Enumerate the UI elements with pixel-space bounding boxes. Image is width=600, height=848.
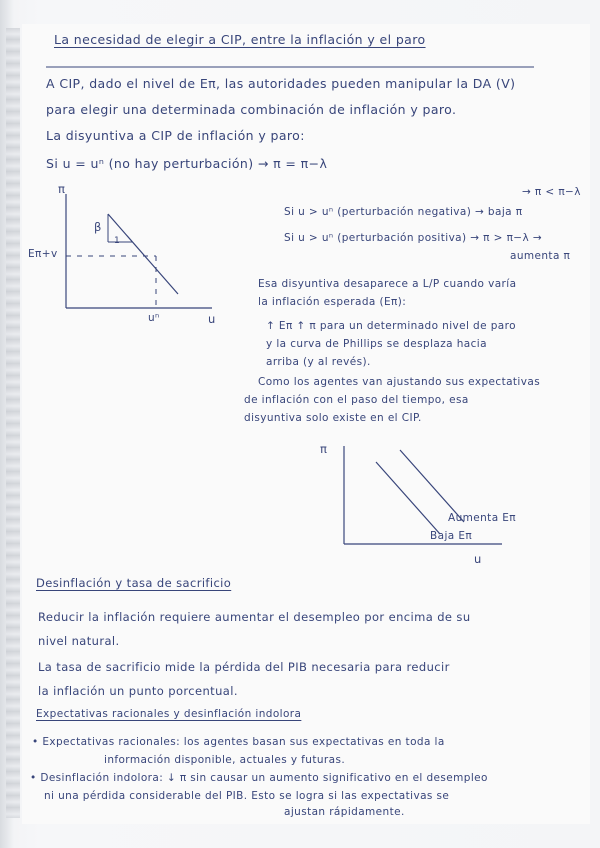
section2-line-1: Reducir la inflación requiere aumentar el desempleo por encima de su [38, 610, 471, 624]
notebook-page [22, 24, 590, 824]
explanation-line-3: ↑ Eπ ↑ π para un determinado nivel de paro [266, 320, 516, 332]
section2-heading: Desinflación y tasa de sacrificio [36, 576, 232, 590]
explanation-line-5: arriba (y al revés). [266, 356, 371, 368]
bullet1-line-1: • Expectativas racionales: los agentes basan sus expectativas en toda la [32, 736, 445, 748]
explanation-line-8: disyuntiva solo existe en el CIP. [244, 412, 422, 424]
graph1-beta: β [94, 220, 102, 234]
page-title: La necesidad de elegir a CIP, entre la inflación y el paro [54, 32, 426, 47]
equation-line: Si u = uⁿ (no hay perturbación) → π = π−λ [46, 156, 328, 171]
explanation-line-4: y la curva de Phillips se desplaza hacia [266, 338, 487, 350]
intro-line-1: A CIP, dado el nivel de Eπ, las autoridades pueden manipular la DA (V) [46, 76, 516, 91]
graph1-y-mark: Eπ+v [28, 248, 58, 260]
case-positive-result: aumenta π [510, 250, 571, 262]
explanation-line-6: Como los agentes van ajustando sus expectativas [258, 376, 541, 388]
case-negative-result: → π < π−λ [522, 186, 581, 198]
explanation-line-2: la inflación esperada (Eπ): [258, 296, 407, 308]
graph2-x-label: u [474, 552, 482, 566]
section2-line-4: la inflación un punto porcentual. [38, 684, 238, 698]
graph2-label-up: Aumenta Eπ [448, 512, 517, 524]
graph2-curve-low [376, 462, 440, 534]
bullet2-line-1: • Desinflación indolora: ↓ π sin causar un aumento significativo en el desempleo [30, 772, 488, 784]
binder-edge [6, 28, 20, 818]
section2-line-3: La tasa de sacrificio mide la pérdida del PIB necesaria para reducir [38, 660, 450, 674]
case-negative: Si u > uⁿ (perturbación negativa) → baja π [284, 206, 523, 218]
bullet2-line-2: ni una pérdida considerable del PIB. Esto se logra si las expectativas se [44, 790, 450, 802]
section2-line-2: nivel natural. [38, 634, 120, 648]
graph1-one: 1 [114, 236, 121, 246]
graph2-label-down: Baja Eπ [430, 530, 473, 542]
intro-line-2: para elegir una determinada combinación de inflación y paro. [46, 102, 457, 117]
graph1-y-label: π [58, 182, 66, 196]
graph1-x-label: u [208, 312, 216, 326]
intro-line-3: La disyuntiva a CIP de inflación y paro: [46, 128, 305, 143]
bullet1-line-2: información disponible, actuales y futuras. [104, 754, 346, 766]
explanation-line-7: de inflación con el paso del tiempo, esa [244, 394, 469, 406]
bullet2-line-3: ajustan rápidamente. [284, 806, 405, 818]
explanation-line-1: Esa disyuntiva desaparece a L/P cuando varía [258, 278, 517, 290]
graph1-x-mark: uⁿ [148, 312, 160, 324]
title-underline [46, 64, 536, 70]
case-positive: Si u > uⁿ (perturbación positiva) → π > π−λ → [284, 232, 543, 244]
section3-heading: Expectativas racionales y desinflación indolora [36, 708, 302, 720]
graph2-y-label: π [320, 442, 328, 456]
graph1-phillips-curve [108, 214, 178, 294]
